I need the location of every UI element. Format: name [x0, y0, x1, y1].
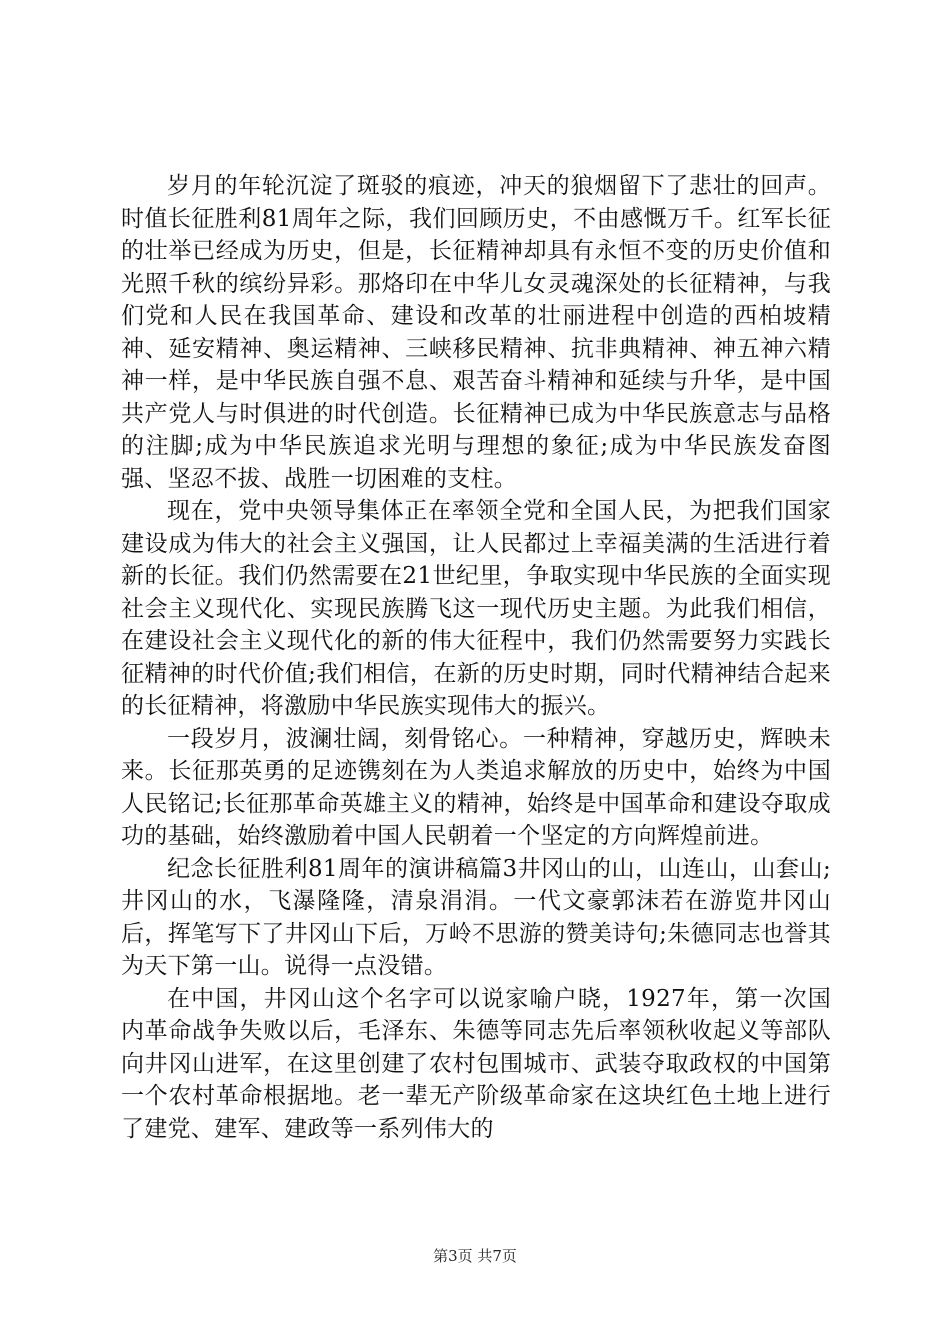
paragraph-2: 现在，党中央领导集体正在率领全党和全国人民，为把我们国家建设成为伟大的社会主义强国，让人民都过上幸福美满的生活进行着新的长征。我们仍然需要在21世纪里，争取实现中华民族的全面实现社会主义现代化、实现民族腾飞这一现代历史主题。为此我们相信，在建设社会主义现代化的新的伟大征程中，我们仍然需要努力实践长征精神的时代价值;我们相信，在新的历史时期，同时代精神结合起来的长征精神，将激励中华民族实现伟大的振兴。 [121, 498, 831, 719]
paragraph-3: 一段岁月，波澜壮阔，刻骨铭心。一种精神，穿越历史，辉映未来。长征那英勇的足迹镌刻在为人类追求解放的历史中，始终为中国人民铭记;长征那革命英雄主义的精神，始终是中国革命和建设夺取成功的基础，始终激励着中国人民朝着一个坚定的方向辉煌前进。 [121, 725, 831, 849]
page-footer: 第3页 共7页 [433, 1247, 517, 1265]
paragraph-1: 岁月的年轮沉淀了斑驳的痕迹，冲天的狼烟留下了悲壮的回声。时值长征胜利81周年之际，我们回顾历史，不由感慨万千。红军长征的壮举已经成为历史，但是，长征精神却具有永恒不变的历史价值和光照千秋的缤纷异彩。那烙印在中华儿女灵魂深处的长征精神，与我们党和人民在我国革命、建设和改革的壮丽进程中创造的西柏坡精神、延安精神、奥运精神、三峡移民精神、抗非典精神、神五神六精神一样，是中华民族自强不息、艰苦奋斗精神和延续与升华，是中国共产党人与时俱进的时代创造。长征精神已成为中华民族意志与品格的注脚;成为中华民族追求光明与理想的象征;成为中华民族发奋图强、坚忍不拔、战胜一切困难的支柱。 [121, 173, 831, 492]
document-body [121, 170, 831, 1145]
paragraph-4: 纪念长征胜利81周年的演讲稿篇3井冈山的山，山连山，山套山;井冈山的水，飞瀑隆隆，清泉涓涓。一代文豪郭沫若在游览井冈山后，挥笔写下了井冈山下后，万岭不思游的赞美诗句;朱德同志也誉其为天下第一山。说得一点没错。 [121, 855, 831, 979]
paragraph-5: 在中国，井冈山这个名字可以说家喻户晓，1927年，第一次国内革命战争失败以后，毛泽东、朱德等同志先后率领秋收起义等部队向井冈山进军，在这里创建了农村包围城市、武装夺取政权的中国第一个农村革命根据地。老一辈无产阶级革命家在这块红色土地上进行了建党、建军、建政等一系列伟大的 [121, 985, 831, 1142]
